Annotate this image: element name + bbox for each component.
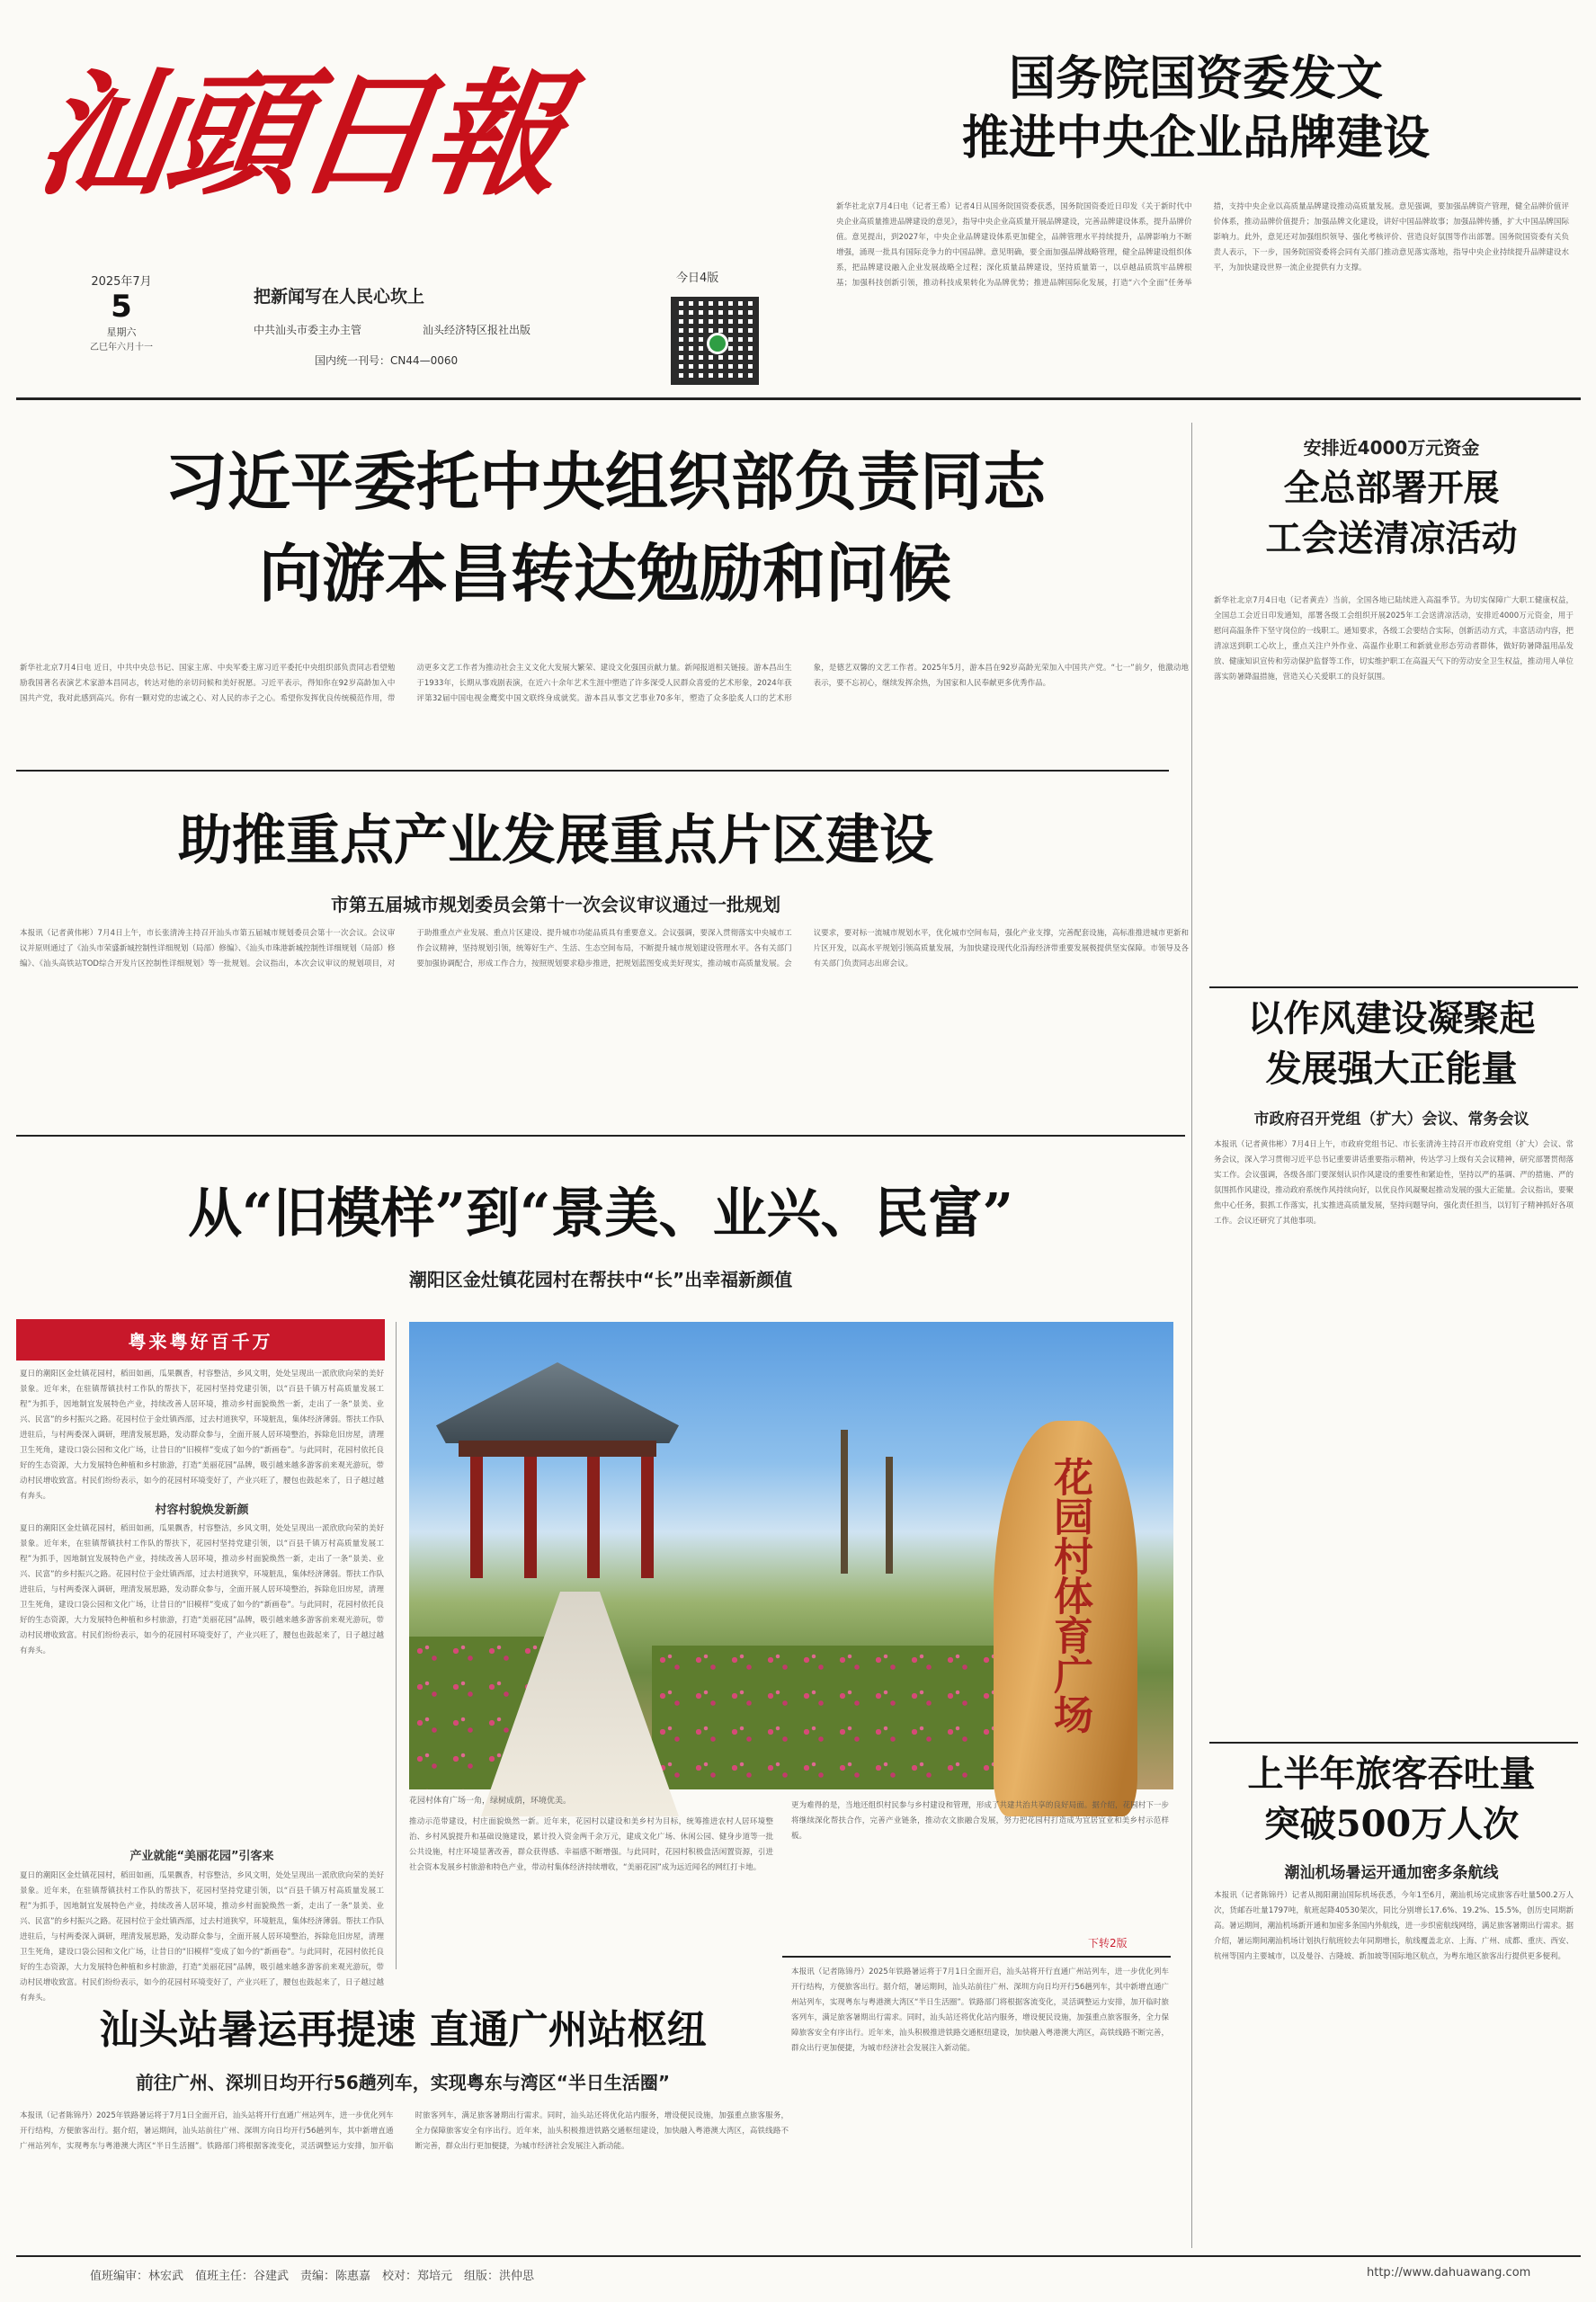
village-headline: 从“旧模样”到“景美、业兴、民富” [187, 1182, 1014, 1245]
village-mid-right-body: 更为难得的是，当地还组织村民参与乡村建设和管理，形成了共建共治共享的良好局面。据介绍，花园村下一步将继续深化帮扶合作，完善产业链条，推动农文旅融合发展，努力把花园村打造成为宜居宜业和美乡村示范样板。 [791, 1801, 1169, 1841]
style-headline [1209, 994, 1574, 1094]
airport-headline-line1: 上半年旅客吞吐量 [1247, 1753, 1536, 1795]
pavilion-pillar [641, 1457, 654, 1578]
pavilion-pillar [587, 1457, 600, 1578]
labor-headline [1209, 463, 1574, 564]
footer-rule [16, 2255, 1581, 2257]
weekday: 星期六 [106, 326, 137, 338]
date-block [72, 272, 171, 352]
style-body: 本报讯（记者黄伟彬）7月4日上午，市政府党组书记、市长张清涛主持召开市政府党组（扩大）会议、常务会议，深入学习贯彻习近平总书记重要讲话重要指示精神，传达学习上级有关会议精神，研究部署贯彻落实工作。会议强调，各级各部门要深刻认识作风建设的重要性和紧迫性，坚持以严的基调、严的措施、严的氛围抓作风建设，推动政府系统作风持续向好，以优良作风凝聚起推动发展的强大正能量。会议指出，要聚焦中心任务，狠抓工作落实，扎实推进高质量发展，坚持问题导向，强化责任担当，以钉钉子精神抓好各项工作。会议还研究了其他事项。 [1214, 1140, 1574, 1226]
airport-body: 本报讯（记者陈锦丹）记者从揭阳潮汕国际机场获悉，今年1至6月，潮汕机场完成旅客吞吐量500.2万人次，货邮吞吐量1797吨，航班起降40530架次，同比分别增长17.6%、19.2%、15.5%，创历史同期新高。暑运期间，潮汕机场新开通和加密多条国内外航线，进一步织密航线网络，满足旅客暑期出行需求。据介绍，暑运期间潮汕机场计划执行航班较去年同期增长，航线覆盖北京、上海、广州、成都、重庆、西安、杭州等国内主要城市，以及曼谷、吉隆坡、新加坡等国际地区航点，为粤东地区旅客出行提供更多便利。 [1214, 1891, 1574, 1961]
masthead-publisher: 汕头经济特区报社出版 [423, 324, 531, 336]
palm-tree-trunk [841, 1430, 848, 1574]
labor-headline-line2: 工会送清凉活动 [1265, 517, 1518, 559]
masthead-slogan: 把新闻写在人民心坎上 [254, 287, 425, 307]
village-divider [396, 1322, 397, 1969]
style-headline-line1: 以作风建设凝聚起 [1247, 997, 1536, 1039]
rail-body-right: 本报讯（记者陈锦丹）2025年铁路暑运将于7月1日全面开启，汕头站将开行直通广州站列车，进一步优化列车开行结构，方便旅客出行。据介绍，暑运期间，汕头站前往广州、深圳方向日均开行56趟列车，其中新增直通广州站列车，实现粤东与粤港澳大湾区“半日生活圈”。铁路部门将根据客流变化，灵活调整运力安排，加开临时旅客列车，满足旅客暑期出行需求。同时，汕头站还将优化站内服务，增设便民设施，加强重点旅客服务，全力保障旅客安全有序出行。近年来，汕头积极推进铁路交通枢纽建设，加快融入粤港澳大湾区，高铁线路不断完善，群众出行更加便捷，为城市经济社会发展注入新动能。 [791, 1967, 1169, 2053]
footer-editors: 值班编审：林宏武 值班主任：谷建武 责编：陈惠嘉 校对：郑培元 组版：洪仲思 [90, 2270, 535, 2283]
right-column-divider [1191, 423, 1192, 2248]
continue-note[interactable]: 下转2版 [1088, 1937, 1128, 1950]
village-col1-body-c: 夏日的潮阳区金灶镇花园村，稻田如画，瓜果飘香，村容整洁，乡风文明，处处呈现出一派欣欣向荣的美好景象。近年来，在驻镇帮镇扶村工作队的帮扶下，花园村坚持党建引领，以“百县千镇万村高质量发展工程”为抓手，因地制宜发展特色产业，持续改善人居环境，推动乡村面貌焕然一新，走出了一条“景美、业兴、民富”的乡村振兴之路。花园村位于金灶镇西部，过去村道狭窄，环境脏乱，集体经济薄弱。帮扶工作队进驻后，与村两委深入调研，理清发展思路，发动群众参与，全面开展人居环境整治，拆除危旧房屋，清理卫生死角，建设口袋公园和文化广场，让昔日的“旧模样”变成了如今的“新画卷”。与此同时，花园村依托良好的生态资源，大力发展特色种植和乡村旅游，打造“美丽花园”品牌，吸引越来越多游客前来观光游玩，带动村民增收致富。村民们纷纷表示，如今的花园村环境变好了，产业兴旺了，腰包也鼓起来了，日子越过越有奔头。 [20, 1871, 384, 2003]
stone-inscription: 花园村体育广场 [1047, 1457, 1092, 1734]
village-subhead: 潮阳区金灶镇花园村在帮扶中“长”出幸福新颜值 [408, 1269, 793, 1290]
airport-subhead: 潮汕机场暑运开通加密多条航线 [1284, 1864, 1499, 1882]
photo-caption: 花园村体育广场一角，绿树成荫，环境优美。 [409, 1797, 572, 1806]
masthead-sponsor: 中共汕头市委主办主管 [254, 324, 362, 336]
airport-headline [1209, 1749, 1574, 1850]
village-rule [782, 1956, 1171, 1958]
palm-tree-trunk [886, 1457, 893, 1574]
village-mid-body: 推动示范带建设，村庄面貌焕然一新。近年来，花园村以建设和美乡村为目标，统筹推进农村人居环境整治、乡村风貌提升和基础设施建设，累计投入资金两千余万元，建成文化广场、休闲公园、健身步道等一批公共设施，村庄环境显著改善，群众获得感、幸福感不断增强。与此同时，花园村积极盘活闲置资源，引进社会资本发展乡村旅游和特色产业，带动村集体经济持续增收，“美丽花园”成为远近闻名的网红打卡地。 [409, 1817, 773, 1872]
masthead-issn: 国内统一刊号：CN44—0060 [315, 354, 459, 367]
village-photo[interactable] [409, 1322, 1173, 1789]
masthead-rule [16, 397, 1581, 400]
rail-headline: 汕头站暑运再提速 直通广州站枢纽 [99, 2007, 707, 2053]
planning-subhead: 市第五届城市规划委员会第十一次会议审议通过一批规划 [331, 894, 780, 915]
rail-subhead: 前往广州、深圳日均开行56趟列车，实现粤东与湾区“半日生活圈” [135, 2072, 671, 2093]
pavilion-roof [436, 1362, 679, 1443]
village-section-title-1: 村容村貌焕发新颜 [155, 1503, 249, 1517]
pavilion-pillar [470, 1457, 483, 1578]
top-story-headline-line1: 国务院国资委发文 [1008, 51, 1383, 106]
village-col1-body-b: 夏日的潮阳区金灶镇花园村，稻田如画，瓜果飘香，村容整洁，乡风文明，处处呈现出一派欣欣向荣的美好景象。近年来，在驻镇帮镇扶村工作队的帮扶下，花园村坚持党建引领，以“百县千镇万村高质量发展工程”为抓手，因地制宜发展特色产业，持续改善人居环境，推动乡村面貌焕然一新，走出了一条“景美、业兴、民富”的乡村振兴之路。花园村位于金灶镇西部，过去村道狭窄，环境脏乱，集体经济薄弱。帮扶工作队进驻后，与村两委深入调研，理清发展思路，发动群众参与，全面开展人居环境整治，拆除危旧房屋，清理卫生死角，建设口袋公园和文化广场，让昔日的“旧模样”变成了如今的“新画卷”。与此同时，花园村依托良好的生态资源，大力发展特色种植和乡村旅游，打造“美丽花园”品牌，吸引越来越多游客前来观光游玩，带动村民增收致富。村民们纷纷表示，如今的花园村环境变好了，产业兴旺了，腰包也鼓起来了，日子越过越有奔头。 [20, 1524, 384, 1655]
planning-headline: 助推重点产业发展重点片区建设 [178, 809, 933, 872]
lead-story-body: 新华社北京7月4日电 近日，中共中央总书记、国家主席、中央军委主席习近平委托中央组织部负责同志看望勉励我国著名表演艺术家游本昌同志，转达对他的亲切问候和美好祝愿。习近平表示，得知你在92岁高龄加入中国共产党，我对此感到高兴。你有一颗对党的忠诚之心、对人民的赤子之心。希望你发挥优良传统模范作用，带动更多文艺工作者为推动社会主义文化大发展大繁荣、建设文化强国贡献力量。新闻报道相关链接。游本昌出生于1933年，长期从事戏剧表演，在近六十余年艺术生涯中塑造了许多深受人民群众喜爱的艺术形象，2024年获评第32届中国电视金鹰奖中国文联终身成就奖。游本昌从事文艺事业70多年，塑造了众多脍炙人口的艺术形象，是德艺双馨的文艺工作者。2025年5月，游本昌在92岁高龄光荣加入中国共产党。“七一”前夕，他激动地表示，要不忘初心，继续发挥余热，为国家和人民奉献更多优秀作品。 [20, 664, 1189, 703]
date-day: 5 [111, 289, 132, 325]
village-col1-body-a: 夏日的潮阳区金灶镇花园村，稻田如画，瓜果飘香，村容整洁，乡风文明，处处呈现出一派欣欣向荣的美好景象。近年来，在驻镇帮镇扶村工作队的帮扶下，花园村坚持党建引领，以“百县千镇万村高质量发展工程”为抓手，因地制宜发展特色产业，持续改善人居环境，推动乡村面貌焕然一新，走出了一条“景美、业兴、民富”的乡村振兴之路。花园村位于金灶镇西部，过去村道狭窄，环境脏乱，集体经济薄弱。帮扶工作队进驻后，与村两委深入调研，理清发展思路，发动群众参与，全面开展人居环境整治，拆除危旧房屋，清理卫生死角，建设口袋公园和文化广场，让昔日的“旧模样”变成了如今的“新画卷”。与此同时，花园村依托良好的生态资源，大力发展特色种植和乡村旅游，打造“美丽花园”品牌，吸引越来越多游客前来观光游玩，带动村民增收致富。村民们纷纷表示，如今的花园村环境变好了，产业兴旺了，腰包也鼓起来了，日子越过越有奔头。 [20, 1370, 384, 1501]
village-section-title-2: 产业就能“美丽花园”引客来 [129, 1850, 274, 1863]
footer-website[interactable]: http://www.dahuawang.com [1367, 2266, 1531, 2280]
right-rule-1 [1209, 986, 1578, 988]
rail-body: 本报讯（记者陈锦丹）2025年铁路暑运将于7月1日全面开启，汕头站将开行直通广州站列车，进一步优化列车开行结构，方便旅客出行。据介绍，暑运期间，汕头站前往广州、深圳方向日均开行56趟列车，其中新增直通广州站列车，实现粤东与粤港澳大湾区“半日生活圈”。铁路部门将根据客流变化，灵活调整运力安排，加开临时旅客列车，满足旅客暑期出行需求。同时，汕头站还将优化站内服务，增设便民设施，加强重点旅客服务，全力保障旅客安全有序出行。近年来，汕头积极推进铁路交通枢纽建设，加快融入粤港澳大湾区，高铁线路不断完善，群众出行更加便捷，为城市经济社会发展注入新动能。 [20, 2111, 789, 2151]
labor-kicker: 安排近4000万元资金 [1303, 437, 1480, 459]
right-rule-2 [1209, 1742, 1578, 1744]
style-headline-line2: 发展强大正能量 [1265, 1048, 1518, 1090]
style-subhead: 市政府召开党组（扩大）会议、常务会议 [1253, 1111, 1529, 1129]
labor-body: 新华社北京7月4日电（记者黄垚）当前，全国各地已陆续进入高温季节。为切实保障广大职工健康权益，全国总工会近日印发通知，部署各级工会组织开展2025年工会送清凉活动，安排近4000万元资金，用于慰问高温条件下坚守岗位的一线职工。通知要求，各级工会要结合实际，创新活动方式，丰富活动内容，把清凉送到职工心坎上，重点关注户外作业、高温作业职工和新就业形态劳动者群体，做好防暑降温用品发放、健康知识宣传和劳动保护监督等工作，切实维护职工在高温天气下的劳动安全卫生权益，推动用人单位落实防暑降温措施，营造关心关爱职工的良好氛围。 [1214, 596, 1574, 682]
newspaper-logo: 汕頭日報 [27, 56, 568, 214]
lead-story-headline-line1: 习近平委托中央组织部负责同志 [165, 444, 1046, 519]
pavilion-pillar [524, 1457, 537, 1578]
airport-headline-line2: 突破500万人次 [1263, 1803, 1520, 1845]
lunar-date: 乙巳年六月十一 [90, 343, 153, 352]
lead-story-rule [16, 770, 1169, 772]
top-story-headline [827, 49, 1565, 168]
qr-code-icon[interactable] [671, 297, 759, 385]
flower-bed [652, 1646, 994, 1789]
planning-body: 本报讯（记者黄伟彬）7月4日上午，市长张清涛主持召开汕头市第五届城市规划委员会第十一次会议。会议审议并原则通过了《汕头市荣盛新城控制性详细规划（局部）修编》、《汕头市珠港新城控制性详细规划（局部）修编》、《汕头高铁站TOD综合开发片区控制性详细规划》等一批规划。会议指出，本次会议审议的规划项目，对于助推重点产业发展、重点片区建设、提升城市功能品质具有重要意义。会议强调，要深入贯彻落实中央城市工作会议精神，坚持规划引领，统筹好生产、生活、生态空间布局，不断提升城市规划建设管理水平。各有关部门要加强协调配合，形成工作合力，按照规划要求稳步推进，把规划蓝图变成美好现实，推动城市高质量发展。会议要求，要对标一流城市规划水平，优化城市空间布局，强化产业支撑，完善配套设施，高标准推进城市更新和片区开发，以高水平规划引领高质量发展，为加快建设现代化沿海经济带重要发展极提供坚实保障。市领导及各有关部门负责同志出席会议。 [20, 929, 1189, 968]
labor-headline-line1: 全总部署开展 [1283, 467, 1500, 509]
top-story-body: 新华社北京7月4日电（记者王希）记者4日从国务院国资委获悉，国务院国资委近日印发《关于新时代中央企业高质量推进品牌建设的意见》，指导中央企业高质量开展品牌建设，完善品牌建设体系，提升品牌价值。意见提出，到2027年，中央企业品牌建设体系更加健全，品牌管理水平持续提升，品牌影响力不断增强，涌现一批具有国际竞争力的中国品牌。意见明确，要全面加强品牌战略管理，健全品牌建设组织体系，把品牌建设融入企业发展战略全过程；深化质量品牌建设，坚持质量第一，以卓越品质筑牢品牌根基；加强科技创新引领，推动科技成果转化为品牌优势；推进品牌国际化发展，打造“六个全面”任务举措，支持中央企业以高质量品牌建设推动高质量发展。意见强调，要加强品牌资产管理，健全品牌价值评价体系，推动品牌价值提升；加强品牌文化建设，讲好中国品牌故事；加强品牌传播，扩大中国品牌国际影响力。此外，意见还对加强组织领导、强化考核评价、营造良好氛围等作出部署。国务院国资委有关负责人表示，下一步，国务院国资委将会同有关部门推动意见落实落地，指导中央企业持续提升品牌建设水平，为加快建设世界一流企业提供有力支撑。 [836, 202, 1569, 288]
pages-count: 今日4版 [676, 272, 719, 285]
date-year-month: 2025年7月 [91, 275, 152, 289]
column-tag: 粤来粤好百千万 [16, 1319, 385, 1361]
lead-story-headline-line2: 向游本昌转达勉励和问候 [259, 536, 951, 611]
planning-rule [16, 1135, 1185, 1137]
pavilion-beam [459, 1441, 656, 1457]
lead-story-headline [16, 436, 1194, 620]
top-story-headline-line2: 推进中央企业品牌建设 [961, 111, 1430, 165]
